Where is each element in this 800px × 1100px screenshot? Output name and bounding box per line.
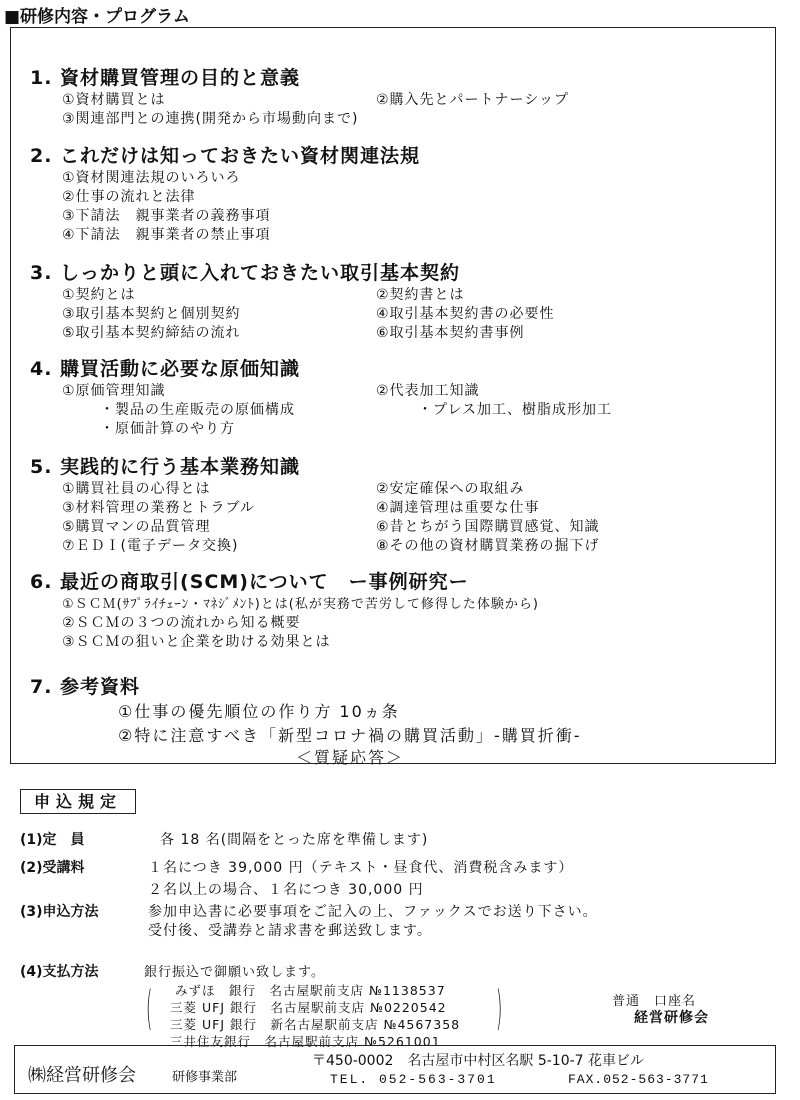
rule-text-capacity: 各 18 名(間隔をとった席を準備します) (160, 832, 429, 848)
section-6-title: 6. 最近の商取引(SCM)について ー事例研究ー (30, 571, 469, 593)
section-4-item-2: ②代表加工知識 (376, 383, 480, 399)
section-5-item-7: ⑦ＥＤＩ(電子データ交換) (62, 538, 239, 554)
rules-heading: 申込規定 (20, 789, 136, 814)
section-5-item-3: ③材料管理の業務とトラブル (62, 500, 255, 516)
section-7-item-2: ②特に注意すべき「新型コロナ禍の購買活動」-購買折衝- (118, 726, 582, 745)
section-4-sub-3: ・原価計算のやり方 (100, 421, 235, 437)
section-1-item-2: ②購入先とパートナーシップ (376, 92, 569, 108)
section-1-title: 1. 資材購買管理の目的と意義 (30, 67, 301, 89)
bank-line-3: 三菱 UFJ 銀行 新名古屋駅前支店 №4567358 (170, 1017, 461, 1032)
section-4-item-1: ①原価管理知識 (62, 383, 166, 399)
section-4-sub-1: ・製品の生産販売の原価構成 (100, 402, 295, 418)
section-5-item-2: ②安定確保への取組み (376, 481, 525, 497)
bank-line-2: 三菱 UFJ 銀行 名古屋駅前支店 №0220542 (170, 1000, 447, 1015)
section-3-item-6: ⑥取引基本契約書事例 (376, 325, 525, 341)
account-name: 経営研修会 (634, 1010, 709, 1026)
section-1-item-3: ③関連部門との連携(開発から市場動向まで) (62, 111, 359, 127)
section-2-item-2: ②仕事の流れと法律 (62, 189, 196, 205)
footer-tel: TEL. 052-563-3701 (330, 1072, 497, 1087)
rule-text-apply-2: 受付後、受講券と請求書を郵送致します。 (148, 923, 432, 939)
rule-label-apply: (3)申込方法 (20, 904, 99, 920)
section-5-item-1: ①購買社員の心得とは (62, 481, 211, 497)
section-6-item-2: ②ＳＣＭの３つの流れから知る概要 (62, 615, 301, 631)
section-5-title: 5. 実践的に行う基本業務知識 (30, 456, 301, 478)
rule-text-apply-1: 参加申込書に必要事項をご記入の上、ファックスでお送り下さい。 (148, 904, 598, 920)
account-label: 普通 口座名 (612, 994, 697, 1009)
section-3-item-3: ③取引基本契約と個別契約 (62, 306, 241, 322)
section-7-item-1: ①仕事の優先順位の作り方 10ヵ条 (118, 702, 400, 721)
section-5-item-5: ⑤購買マンの品質管理 (62, 519, 211, 535)
qa-label: ＜質疑応答＞ (296, 748, 405, 767)
footer-org: ㈱経営研修会 (28, 1065, 136, 1086)
section-7-title: 7. 参考資料 (30, 676, 141, 698)
section-2-item-1: ①資材関連法規のいろいろ (62, 170, 241, 186)
section-5-item-4: ④調達管理は重要な仕事 (376, 500, 540, 516)
section-3-title: 3. しっかりと頭に入れておきたい取引基本契約 (30, 262, 461, 284)
section-3-item-5: ⑤取引基本契約締結の流れ (62, 325, 241, 341)
rule-label-fee: (2)受講料 (20, 860, 85, 876)
rule-label-capacity: (1)定 員 (20, 832, 85, 848)
bank-bracket-right: ) (496, 981, 503, 1035)
bank-line-4: 三井住友銀行 名古屋駅前支店 №5261001 (170, 1034, 441, 1049)
footer-fax: FAX.052-563-3771 (568, 1072, 709, 1087)
section-6-item-1: ①ＳＣＭ(ｻﾌﾟﾗｲﾁｪｰﾝ・ﾏﾈｼﾞﾒﾝﾄ)とは(私が実務で苦労して修得した体験から) (62, 597, 539, 612)
rule-label-payment: (4)支払方法 (20, 964, 99, 980)
rule-text-fee-1: １名につき 39,000 円（テキスト・昼食代、消費税含みます） (148, 860, 574, 876)
bank-bracket-left: ( (146, 981, 153, 1035)
section-5-item-8: ⑧その他の資材購買業務の掘下げ (376, 538, 600, 554)
section-3-item-4: ④取引基本契約書の必要性 (376, 306, 555, 322)
footer-dept: 研修事業部 (172, 1070, 238, 1085)
section-5-item-6: ⑥昔とちがう国際購買感覚、知識 (376, 519, 600, 535)
section-3-item-1: ①契約とは (62, 287, 136, 303)
section-4-title: 4. 購買活動に必要な原価知識 (30, 358, 301, 380)
rule-text-fee-2: ２名以上の場合、１名につき 30,000 円 (148, 882, 424, 898)
bank-line-1: みずほ 銀行 名古屋駅前支店 №1138537 (175, 983, 446, 998)
page-title: ■研修内容・プログラム (4, 7, 190, 27)
section-3-item-2: ②契約書とは (376, 287, 465, 303)
section-2-title: 2. これだけは知っておきたい資材関連法規 (30, 145, 421, 167)
section-2-item-3: ③下請法 親事業者の義務事項 (62, 208, 271, 224)
footer-address: 〒450-0002 名古屋市中村区名駅 5-10-7 花車ビル (312, 1053, 645, 1069)
section-2-item-4: ④下請法 親事業者の禁止事項 (62, 227, 271, 243)
section-1-item-1: ①資材購買とは (62, 92, 166, 108)
section-6-item-3: ③ＳＣＭの狙いと企業を助ける効果とは (62, 634, 331, 650)
rule-text-payment: 銀行振込で御願い致します。 (144, 965, 325, 980)
section-4-sub-2: ・プレス加工、樹脂成形加工 (418, 402, 613, 418)
